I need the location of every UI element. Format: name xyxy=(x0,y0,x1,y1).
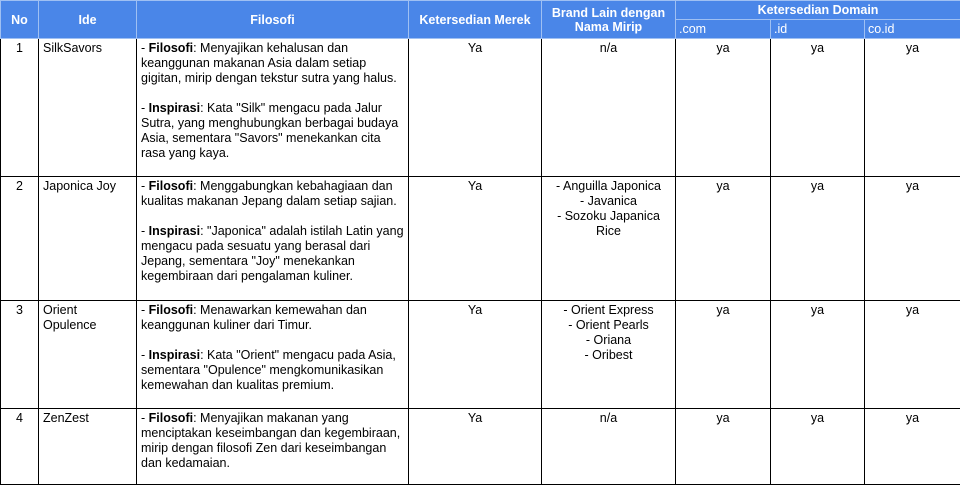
cell-filosofi: - Filosofi: Menyajikan kehalusan dan keanggunan makanan Asia dalam setiap gigitan, mirip dengan tekstur sutra yang halus. - Inspirasi: Kata "Silk" mengacu pada Jalur Sutra, yang menghubungkan berbagai budaya Asia, sementara "Savors" menekankan cita rasa yang kaya. xyxy=(137,39,409,177)
cell-ide: Orient Opulence xyxy=(39,301,137,409)
cell-no: 4 xyxy=(1,409,39,485)
cell-domain-id: ya xyxy=(771,301,865,409)
cell-brand-lain: n/a xyxy=(542,409,676,485)
cell-no: 3 xyxy=(1,301,39,409)
header-domain-id: .id xyxy=(771,20,865,39)
cell-filosofi: - Filosofi: Menawarkan kemewahan dan keanggunan kuliner dari Timur. - Inspirasi: Kata "Orient" mengacu pada Asia, sementara "Opulence" mengkomunikasikan kemewahan dan kualitas premium. xyxy=(137,301,409,409)
cell-no: 1 xyxy=(1,39,39,177)
cell-domain-com: ya xyxy=(676,39,771,177)
cell-ide: ZenZest xyxy=(39,409,137,485)
cell-filosofi: - Filosofi: Menggabungkan kebahagiaan dan kualitas makanan Jepang dalam setiap sajian. - Inspirasi: "Japonica" adalah istilah Latin yang mengacu pada sesuatu yang berasal dari Jepang, sementara "Joy" menekankan kegembiraan dari pengalaman kuliner. xyxy=(137,177,409,301)
cell-domain-coid: ya xyxy=(865,177,960,301)
cell-domain-id: ya xyxy=(771,409,865,485)
cell-domain-coid: ya xyxy=(865,301,960,409)
header-ketersediaan-domain: Ketersedian Domain xyxy=(676,1,960,20)
cell-merek: Ya xyxy=(409,409,542,485)
cell-merek: Ya xyxy=(409,301,542,409)
cell-domain-id: ya xyxy=(771,177,865,301)
cell-domain-coid: ya xyxy=(865,409,960,485)
cell-merek: Ya xyxy=(409,177,542,301)
cell-merek: Ya xyxy=(409,39,542,177)
header-filosofi: Filosofi xyxy=(137,1,409,39)
cell-domain-coid: ya xyxy=(865,39,960,177)
table-row xyxy=(1,177,960,301)
header-domain-com: .com xyxy=(676,20,771,39)
cell-ide: SilkSavors xyxy=(39,39,137,177)
cell-filosofi: - Filosofi: Menyajikan makanan yang menciptakan keseimbangan dan kegembiraan, mirip dengan filosofi Zen dari keseimbangan dan kedamaian. xyxy=(137,409,409,485)
cell-domain-com: ya xyxy=(676,409,771,485)
header-domain-coid: co.id xyxy=(865,20,960,39)
cell-ide: Japonica Joy xyxy=(39,177,137,301)
header-ide: Ide xyxy=(39,1,137,39)
header-ketersediaan-merek: Ketersedian Merek xyxy=(409,1,542,39)
cell-domain-com: ya xyxy=(676,177,771,301)
cell-domain-id: ya xyxy=(771,39,865,177)
table-row xyxy=(1,39,960,177)
table-row xyxy=(1,301,960,409)
cell-brand-lain: - Orient Express - Orient Pearls - Oriana - Oribest xyxy=(542,301,676,409)
cell-domain-com: ya xyxy=(676,301,771,409)
cell-brand-lain: n/a xyxy=(542,39,676,177)
cell-no: 2 xyxy=(1,177,39,301)
table-row xyxy=(1,409,960,485)
cell-brand-lain: - Anguilla Japonica - Javanica - Sozoku Japanica Rice xyxy=(542,177,676,301)
header-no: No xyxy=(1,1,39,39)
header-brand-lain: Brand Lain dengan Nama Mirip xyxy=(542,1,676,39)
